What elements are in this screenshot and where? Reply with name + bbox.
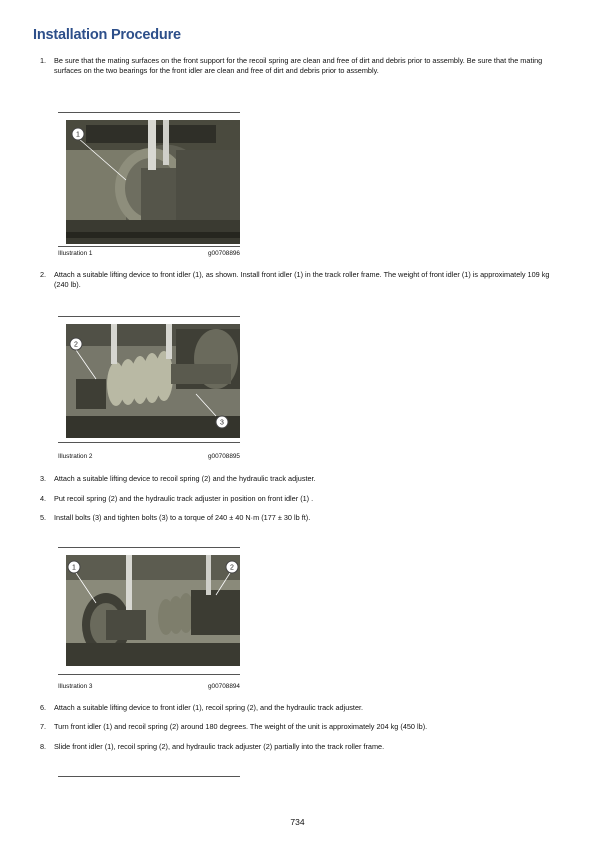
step-number: 8. bbox=[40, 742, 47, 751]
callout-2: 2 bbox=[230, 564, 234, 572]
section-heading: Installation Procedure bbox=[33, 27, 181, 43]
step-number: 7. bbox=[40, 722, 47, 731]
callout-1: 1 bbox=[76, 131, 80, 139]
step-text: Slide front idler (1), recoil spring (2), and hydraulic track adjuster (2) partially into the track roller frame. bbox=[54, 742, 385, 751]
step-number: 3. bbox=[40, 474, 47, 483]
illustration-label: Illustration 1 bbox=[58, 250, 93, 257]
illustration-id: g00708894 bbox=[208, 683, 240, 690]
step-text: Turn front idler (1) and recoil spring (2) around 180 degrees. The weight of the unit is approximately 204 kg (450 lb). bbox=[54, 722, 428, 731]
figure-rule-top bbox=[58, 776, 240, 777]
step-6 bbox=[40, 703, 560, 713]
step-number: 2. bbox=[40, 270, 47, 279]
step-text: Attach a suitable lifting device to recoil spring (2) and the hydraulic track adjuster. bbox=[54, 474, 316, 483]
step-1 bbox=[40, 56, 560, 75]
step-text: Attach a suitable lifting device to front idler (1), recoil spring (2), and the hydraulic track adjuster. bbox=[54, 703, 364, 712]
figure-caption bbox=[58, 453, 240, 460]
callout-3: 3 bbox=[220, 419, 224, 427]
step-number: 5. bbox=[40, 513, 47, 522]
step-text: Attach a suitable lifting device to front idler (1), as shown. Install front idler (1) in the track roller frame. The weight of front idler (1) is approximately 109 kg (240 lb). bbox=[54, 270, 550, 289]
step-number: 6. bbox=[40, 703, 47, 712]
step-7 bbox=[40, 722, 560, 732]
figure-rule-top bbox=[58, 112, 240, 113]
figure-rule-bottom bbox=[58, 246, 240, 247]
illustration-photo bbox=[66, 555, 240, 666]
illustration-photo bbox=[66, 120, 240, 244]
step-8 bbox=[40, 742, 560, 752]
step-text: Put recoil spring (2) and the hydraulic track adjuster in position on front idler (1) . bbox=[54, 494, 314, 503]
illustration-id: g00708896 bbox=[208, 250, 240, 257]
figure-caption bbox=[58, 250, 240, 257]
step-4 bbox=[40, 494, 560, 504]
figure-rule-top bbox=[58, 547, 240, 548]
figure-rule-bottom bbox=[58, 442, 240, 443]
callout-2: 2 bbox=[74, 341, 78, 349]
figure-caption bbox=[58, 683, 240, 690]
illustration-label: Illustration 2 bbox=[58, 453, 93, 460]
step-text: Be sure that the mating surfaces on the front support for the recoil spring are clean and free of dirt and debris prior to assembly. Be sure that the mating surfaces on the two bearings for the front idler are clean and free of dirt and debris prior to assembly. bbox=[54, 56, 543, 75]
callout-1: 1 bbox=[72, 564, 76, 572]
step-number: 4. bbox=[40, 494, 47, 503]
step-number: 1. bbox=[40, 56, 47, 65]
page-number: 734 bbox=[290, 817, 305, 827]
illustration-id: g00708895 bbox=[208, 453, 240, 460]
illustration-photo bbox=[66, 324, 240, 438]
illustration-label: Illustration 3 bbox=[58, 683, 93, 690]
step-5 bbox=[40, 513, 560, 523]
step-2 bbox=[40, 270, 560, 289]
step-text: Install bolts (3) and tighten bolts (3) to a torque of 240 ± 40 N·m (177 ± 30 lb ft). bbox=[54, 513, 311, 522]
figure-rule-bottom bbox=[58, 674, 240, 675]
figure-rule-top bbox=[58, 316, 240, 317]
step-3 bbox=[40, 474, 560, 484]
